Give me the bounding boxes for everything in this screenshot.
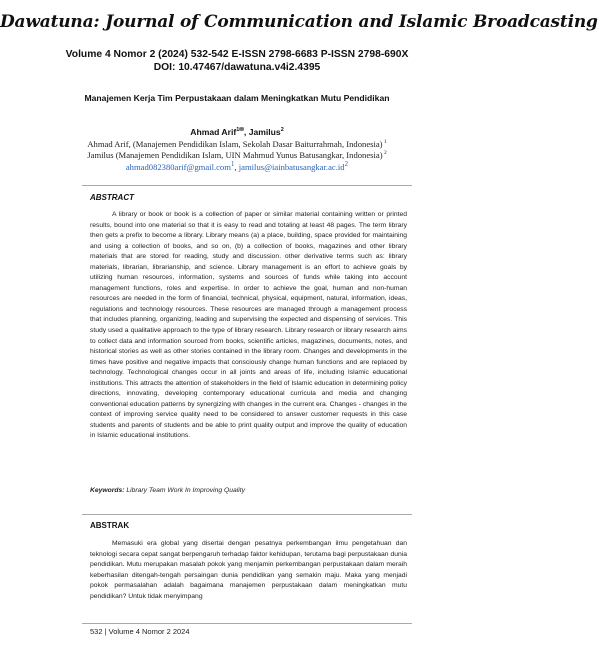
affiliation-1-text: Ahmad Arif, (Manajemen Pendidikan Islam, Sekolah Dasar Baiturrahmah, Indonesia) [87,138,383,149]
affiliation-2-text: Jamilus (Manajemen Pendidikan Islam, UIN Mahmud Yunus Batusangkar, Indonesia) [87,149,383,160]
affiliation-2 [0,148,474,160]
abstract-body: A library or book or book is a collection of paper or similar material containing written or printed results, bound into one material so that it is easy to read and totaling at least 48 pages. The term library then gets a prefix to become a library. Library means (a) a place, building, space provided for maintaining and using a collection of books, and so on, (b) a collection of books, magazines and other library materials that are stored for reading, study and discussion. other derivative terms such as: library materials, librarian, librarianship, and science. Library management is an effort to achieve goals by utilizing human resources, information, systems and sources of funds while taking into account management functions, roles and expertise. In order to achieve the goal, human and non-human resources are needed in the form of financial, technical, physical, equipment, natural, information, ideas, regulations and technology resources. These resources are managed through a management process that includes planning, organizing, leading and supervising the expected and dispensing of services. This study used a qualitative approach to the type of library research. Library research or library research aims to collect data and information sourced from books, scientific articles, magazines, documents, notes, and historical stories as well as other stories contained in the library room. Changes and developments in the times have positive and negative impacts that consciously change human functions and are replaced by technology. Technological changes occur in all joints and areas of life, including Islamic educational institutions. This attracts the attention of stakeholders in the field of Islamic education in determining policy directions, innovating, developing contemporary educational curricula and media and changing conventional education patterns by synergizing with changes in the current era. Changes - changes in the context of improving service quality need to be considered to answer customer requests in this case students and parents of students and be able to print quality output and improve the quality of education in Islamic educational institutions. [90,211,407,440]
keywords-line [90,487,245,494]
abstrak-heading: ABSTRAK [90,521,130,530]
page-footer: 532 | Volume 4 Nomor 2 2024 [90,627,190,636]
keywords-text: Library Team Work In Improving Quality [124,487,246,494]
email-1-marker: 1 [230,160,235,168]
author-2-marker: 2 [280,127,284,134]
email-2-link[interactable]: jamilus@iainbatusangkar.ac.id [238,161,345,172]
author-1-marker: 1✉ [236,127,244,134]
email-2-marker: 2 [344,160,349,168]
article-title: Manajemen Kerja Tim Perpustakaan dalam Meningkatkan Mutu Pendidikan [84,93,390,103]
abstrak-body: Memasuki era global yang disertai dengan pesatnya perkembangan ilmu pengetahuan dan teknologi secara cepat sangat berpengaruh terhadap faktor kehidupan, terutama bagi perpustakaan dunia pendidikan. Mutu merupakan masalah pokok yang menjamin perkembangan perpustakaan dalam meraih keberhasilan ditengah-tengah persaingan dunia pendidikan yang semakin maju. Maka yang menjadi pokok permasalahan adalah bagaimana manajemen perpustakaan dalam meningkatkan mutu pendidikan? Untuk tidak menyimpang [90,540,407,600]
affiliation-2-marker: 2 [382,150,387,156]
author-1: Ahmad Arif [190,127,237,137]
journal-title: Dawatuna: Journal of Communication and Islamic Broadcasting [0,12,598,32]
volume-issn-doi-line: Volume 4 Nomor 2 (2024) 532-542 E-ISSN 2798-6683 P-ISSN 2798-690X DOI: 10.47467/dawatuna.v4i2.4395 [65,49,409,73]
keywords-label: Keywords: [90,487,125,494]
affiliation-1-marker: 1 [382,139,387,145]
author-line [0,127,474,137]
abstract-heading: ABSTRACT [90,193,134,202]
email-line [0,160,474,172]
footer-divider [82,623,412,624]
author-separator: , [243,127,249,137]
author-2: Jamilus [248,127,281,137]
email-1-link[interactable]: ahmad082380arif@gmail.com [125,161,231,172]
email-separator: , [234,161,239,172]
